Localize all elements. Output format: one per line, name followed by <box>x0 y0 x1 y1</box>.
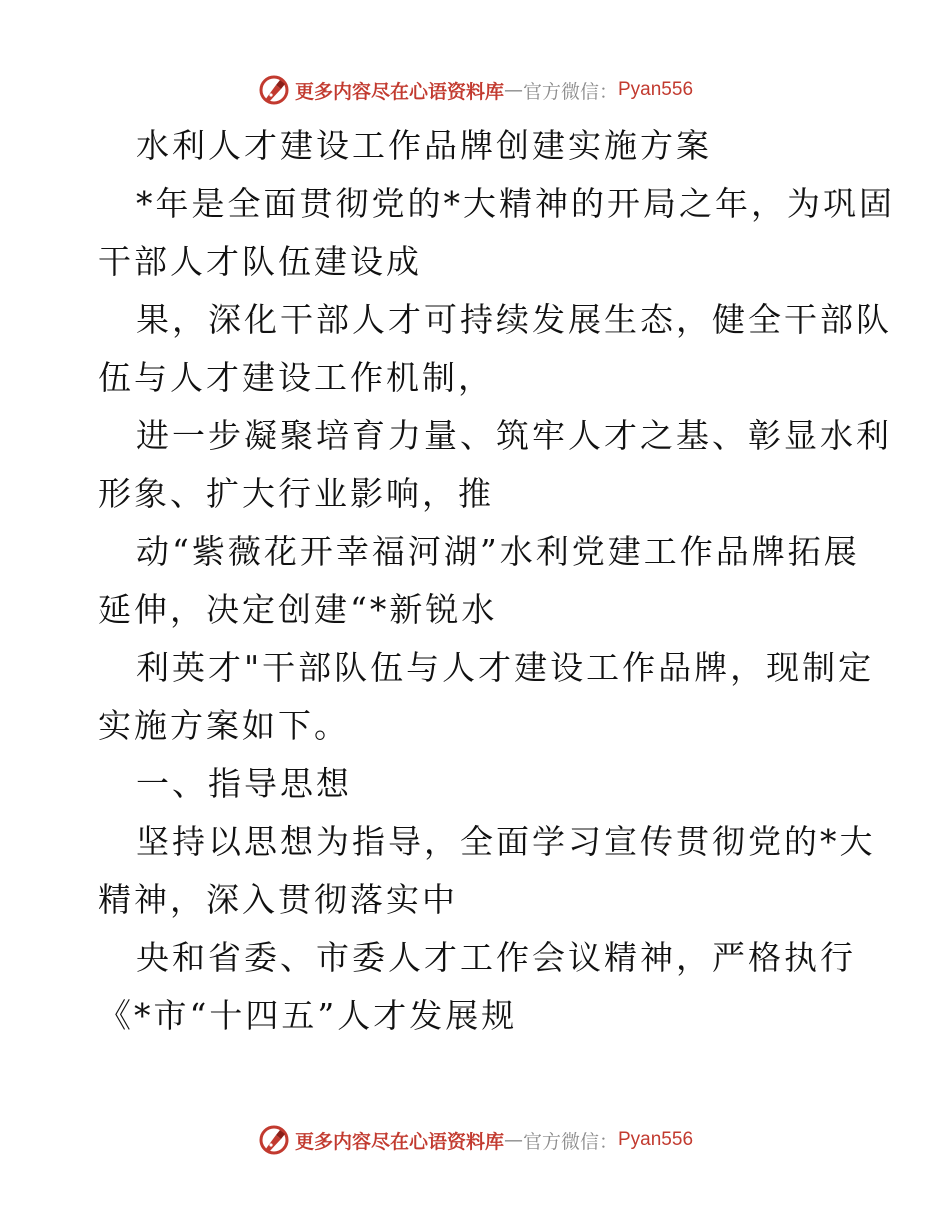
paragraph-line: 干部人才队伍建设成 <box>98 242 422 281</box>
pen-nib-circle-icon <box>257 1123 291 1157</box>
header-watermark <box>0 70 950 110</box>
pen-nib-circle-icon <box>257 73 291 107</box>
section-heading: 一、指导思想 <box>136 764 352 803</box>
document-body <box>98 117 895 1045</box>
paragraph-line: 利英才"干部队伍与人才建设工作品牌，现制定 <box>136 648 875 687</box>
watermark-wechat-id: Pyan556 <box>618 1129 694 1150</box>
paragraph-line: 延伸，决定创建“*新锐水 <box>98 590 498 629</box>
paragraph-line: 坚持以思想为指导，全面学习宣传贯彻党的*大 <box>136 822 876 861</box>
watermark-dash: — <box>503 1129 523 1151</box>
watermark-wechat-label: 官方微信： <box>522 1130 618 1153</box>
footer-watermark <box>0 1120 950 1160</box>
watermark-wechat-id: Pyan556 <box>618 79 694 100</box>
paragraph-line: 进一步凝聚培育力量、筑牢人才之基、彰显水利 <box>136 416 892 455</box>
paragraph-line: 央和省委、市委人才工作会议精神，严格执行 <box>136 938 856 977</box>
paragraph-line: 伍与人才建设工作机制， <box>98 358 494 397</box>
paragraph-line: 动“紫薇花开幸福河湖”水利党建工作品牌拓展 <box>136 532 860 571</box>
document-title: 水利人才建设工作品牌创建实施方案 <box>136 126 712 165</box>
watermark-wechat-label: 官方微信： <box>522 80 618 103</box>
watermark-site-text: 更多内容尽在心语资料库 <box>294 1130 504 1153</box>
paragraph-line: 《*市“十四五”人才发展规 <box>98 996 518 1035</box>
paragraph-line: 形象、扩大行业影响，推 <box>98 474 494 513</box>
watermark-dash: — <box>503 79 523 101</box>
paragraph-line: 实施方案如下。 <box>98 706 350 745</box>
paragraph-line: 果，深化干部人才可持续发展生态，健全干部队 <box>136 300 892 339</box>
paragraph-line: 精神，深入贯彻落实中 <box>98 880 458 919</box>
paragraph-line: *年是全面贯彻党的*大精神的开局之年，为巩固 <box>136 184 895 223</box>
watermark-site-text: 更多内容尽在心语资料库 <box>294 80 504 103</box>
